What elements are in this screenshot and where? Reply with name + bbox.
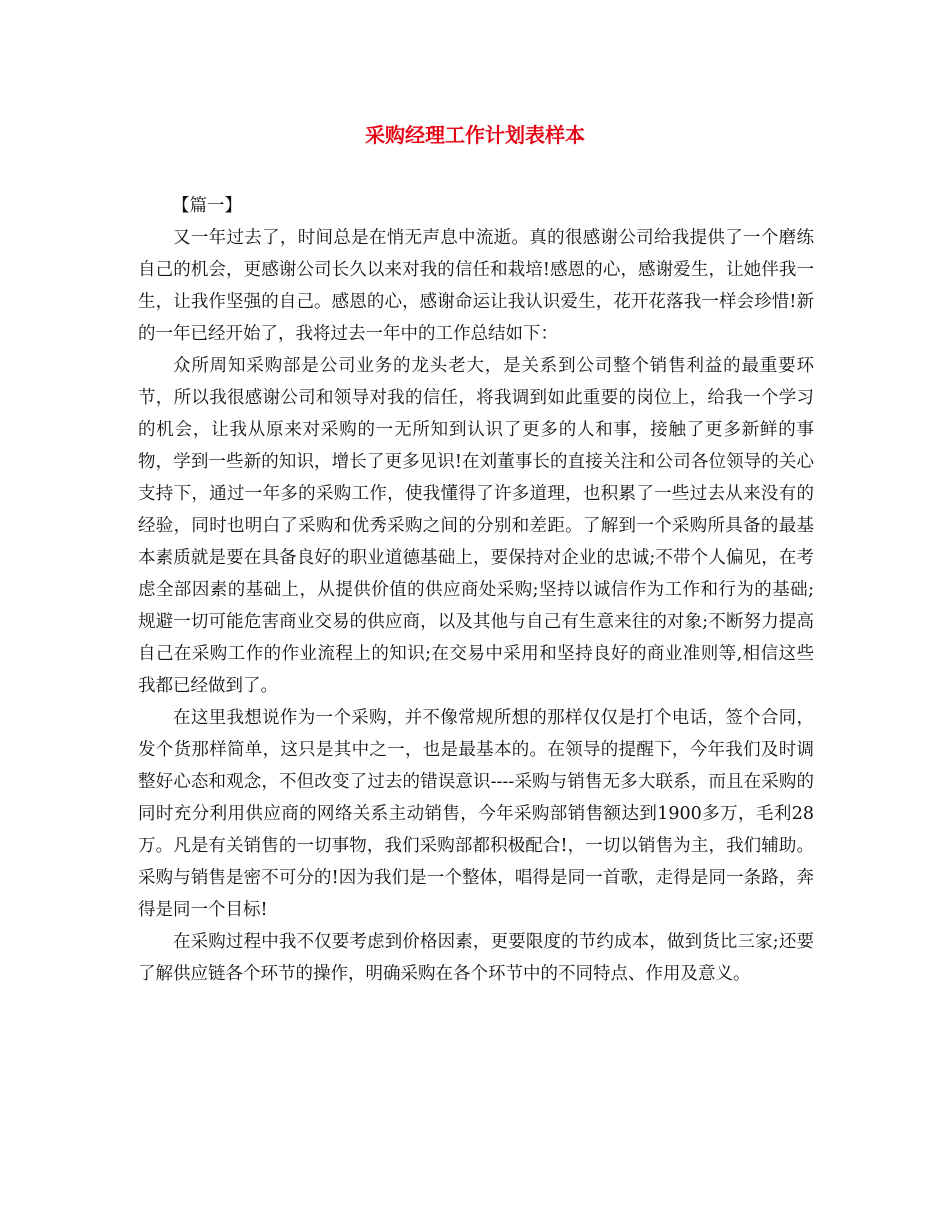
paragraph: 又一年过去了，时间总是在悄无声息中流逝。真的很感谢公司给我提供了一个磨练自己的机会，更感谢公司长久以来对我的信任和栽培!感恩的心，感谢爱生，让她伴我一生，让我作坚强的自己。感恩的心，感谢命运让我认识爱生，花开花落我一样会珍惜!新的一年已经开始了，我将过去一年中的工作总结如下： (138, 228, 814, 344)
paragraph: 在采购过程中我不仅要考虑到价格因素，更要限度的节约成本，做到货比三家;还要了解供应链各个环节的操作，明确采购在各个环节中的不同特点、作用及意义。 (138, 932, 814, 984)
paragraph: 在这里我想说作为一个采购，并不像常规所想的那样仅仅是打个电话，签个合同，发个货那样简单，这只是其中之一，也是最基本的。在领导的提醒下，今年我们及时调整好心态和观念，不但改变了过去的错误意识----采购与销售无多大联系，而且在采购的同时充分利用供应商的网络关系主动销售，今年采购部销售额达到1900多万，毛利28万。凡是有关销售的一切事物，我们采购部都积极配合!，一切以销售为主，我们辅助。采购与销售是密不可分的!因为我们是一个整体，唱得是同一首歌，走得是同一条路，奔得是同一个目标! (138, 708, 814, 920)
document-title: 采购经理工作计划表样本 (365, 123, 585, 147)
paragraph: 众所周知采购部是公司业务的龙头老大，是关系到公司整个销售利益的最重要环节，所以我很感谢公司和领导对我的信任，将我调到如此重要的岗位上，给我一个学习的机会，让我从原来对采购的一无所知到认识了更多的人和事，接触了更多新鲜的事物，学到一些新的知识，增长了更多见识!在刘董事长的直接关注和公司各位领导的关心支持下，通过一年多的采购工作，使我懂得了许多道理，也积累了一些过去从来没有的经验，同时也明白了采购和优秀采购之间的分别和差距。了解到一个采购所具备的最基本素质就是要在具备良好的职业道德基础上，要保持对企业的忠诚;不带个人偏见，在考虑全部因素的基础上，从提供价值的供应商处采购;坚持以诚信作为工作和行为的基础;规避一切可能危害商业交易的供应商，以及其他与自己有生意来往的对象;不断努力提高自己在采购工作的作业流程上的知识;在交易中采用和坚持良好的商业准则等,相信这些我都已经做到了。 (138, 356, 814, 696)
section-label: 【篇一】 (172, 196, 242, 216)
document-body (138, 190, 814, 990)
